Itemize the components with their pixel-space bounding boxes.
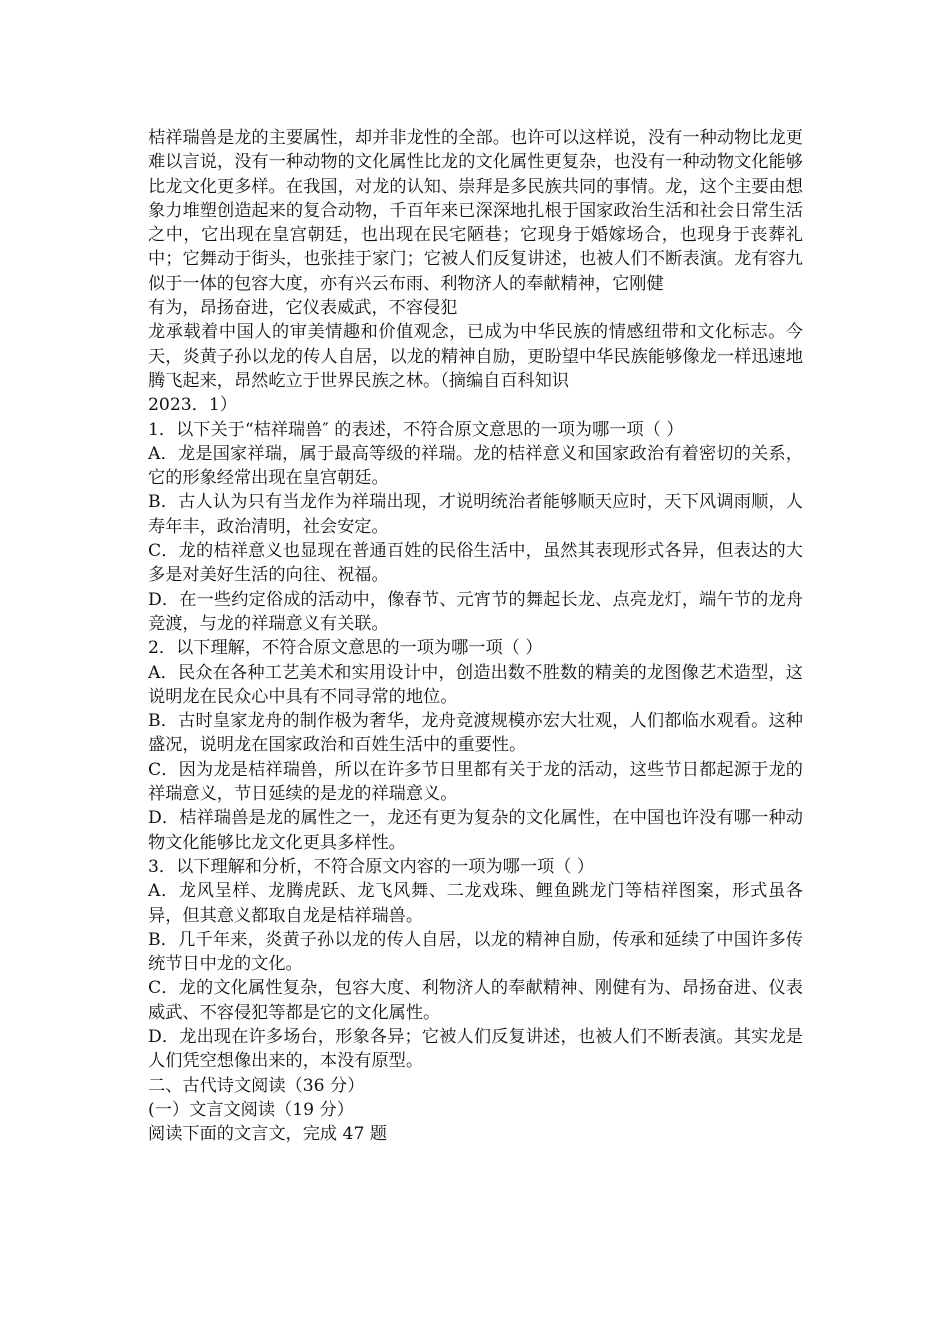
option-d: D．龙出现在许多场台，形象各异；它被人们反复讲述，也被人们不断表演。其实龙是人们凭空想像出来的，本没有原型。 [148,1026,803,1072]
question-stem: 2．以下理解，不符合原文意思的一项为哪一项（ ） [148,638,543,659]
option-c: C．龙的桔祥意义也显现在普通百姓的民俗生活中，虽然其表现形式各异，但表达的大多是对美好生活的向往、祝福。 [148,541,803,586]
option-b: B．古时皇家龙舟的制作极为奢华，龙舟竞渡规模亦宏大壮观，人们都临水观看。这种盛况，说明龙在国家政治和百姓生活中的重要性。 [148,711,803,756]
option-b: B．古人认为只有当龙作为祥瑞出现，才说明统治者能够顺天应时，天下风调雨顺，人寿年丰，政治清明，社会安定。 [148,492,803,537]
option-a: A．龙风呈样、龙腾虎跃、龙飞风舞、二龙戏珠、鲤鱼跳龙门等桔祥图案，形式虽各异，但其意义都取自龙是桔祥瑞兽。 [148,881,803,926]
option-d: D．在一些约定俗成的活动中，像春节、元宵节的舞起长龙、点亮龙灯，端午节的龙舟竞渡，与龙的祥瑞意义有关联。 [148,589,803,634]
question-2 [148,636,803,855]
question-stem: 3．以下理解和分析，不符合原文内容的一项为哪一项（ ） [148,856,595,877]
document-body [148,126,803,1146]
passage-paragraph: 龙承载着中国人的审美情趣和价值观念，已成为中华民族的情感纽带和文化标志。今天，炎黄子孙以龙的传人自居，以龙的精神自励，更盼望中华民族能够像龙一样迅速地腾飞起来，昂然屹立于世界民族之林。（摘编自百科知识 [148,322,803,391]
option-a: A．民众在各种工艺美术和实用设计中，创造出数不胜数的精美的龙图像艺术造型，这说明龙在民众心中具有不同寻常的地位。 [148,662,803,707]
passage-paragraph: 有为，昂扬奋进，它仪表威武，不容侵犯 [148,298,458,319]
section-heading: 二、古代诗文阅读（36 分） [148,1075,365,1096]
question-1 [148,418,803,637]
section-subheading: (一）文言文阅读（19 分） [148,1099,354,1120]
section-instruction: 阅读下面的文言文，完成 47 题 [148,1124,388,1145]
option-c: C．因为龙是桔祥瑞兽，所以在许多节日里都有关于龙的活动，这些节日都起源于龙的祥瑞意义，节日延续的是龙的祥瑞意义。 [148,759,803,805]
option-d: D．桔祥瑞兽是龙的属性之一，龙还有更为复杂的文化属性，在中国也许没有哪一种动物文化能够比龙文化更具多样性。 [148,808,803,853]
option-b: B．几千年来，炎黄子孙以龙的传人自居，以龙的精神自励，传承和延续了中国许多传统节日中龙的文化。 [148,929,803,975]
question-3 [148,855,803,1074]
passage-source: 2023．1） [148,395,238,416]
option-a: A．龙是国家祥瑞，属于最高等级的祥瑞。龙的桔祥意义和国家政治有着密切的关系，它的形象经常出现在皇宫朝廷。 [148,443,803,489]
passage-paragraph: 桔祥瑞兽是龙的主要属性，却并非龙性的全部。也许可以这样说，没有一种动物比龙更难以言说，没有一种动物的文化属性比龙的文化属性更复杂，也没有一种动物文化能够比龙文化更多样。在我国，对龙的认知、崇拜是多民族共同的事情。龙，这个主要由想象力堆塑创造起来的复合动物，千百年来已深深地扎根于国家政治生活和社会日常生活之中，它出现在皇宫朝廷，也出现在民宅陋巷；它现身于婚嫁场合，也现身于丧葬礼中；它舞动于街头，也张挂于家门；它被人们反复讲述，也被人们不断表演。龙有容九似于一体的包容大度，亦有兴云布雨、利物济人的奉献精神，它刚健 [148,128,803,294]
option-c: C．龙的文化属性复杂，包容大度、利物济人的奉献精神、刚健有为、昂扬奋进、仪表威武、不容侵犯等都是它的文化属性。 [148,978,803,1023]
question-stem: 1．以下关于“桔祥瑞兽″ 的表述，不符合原文意思的一项为哪一项（ ） [148,419,684,440]
